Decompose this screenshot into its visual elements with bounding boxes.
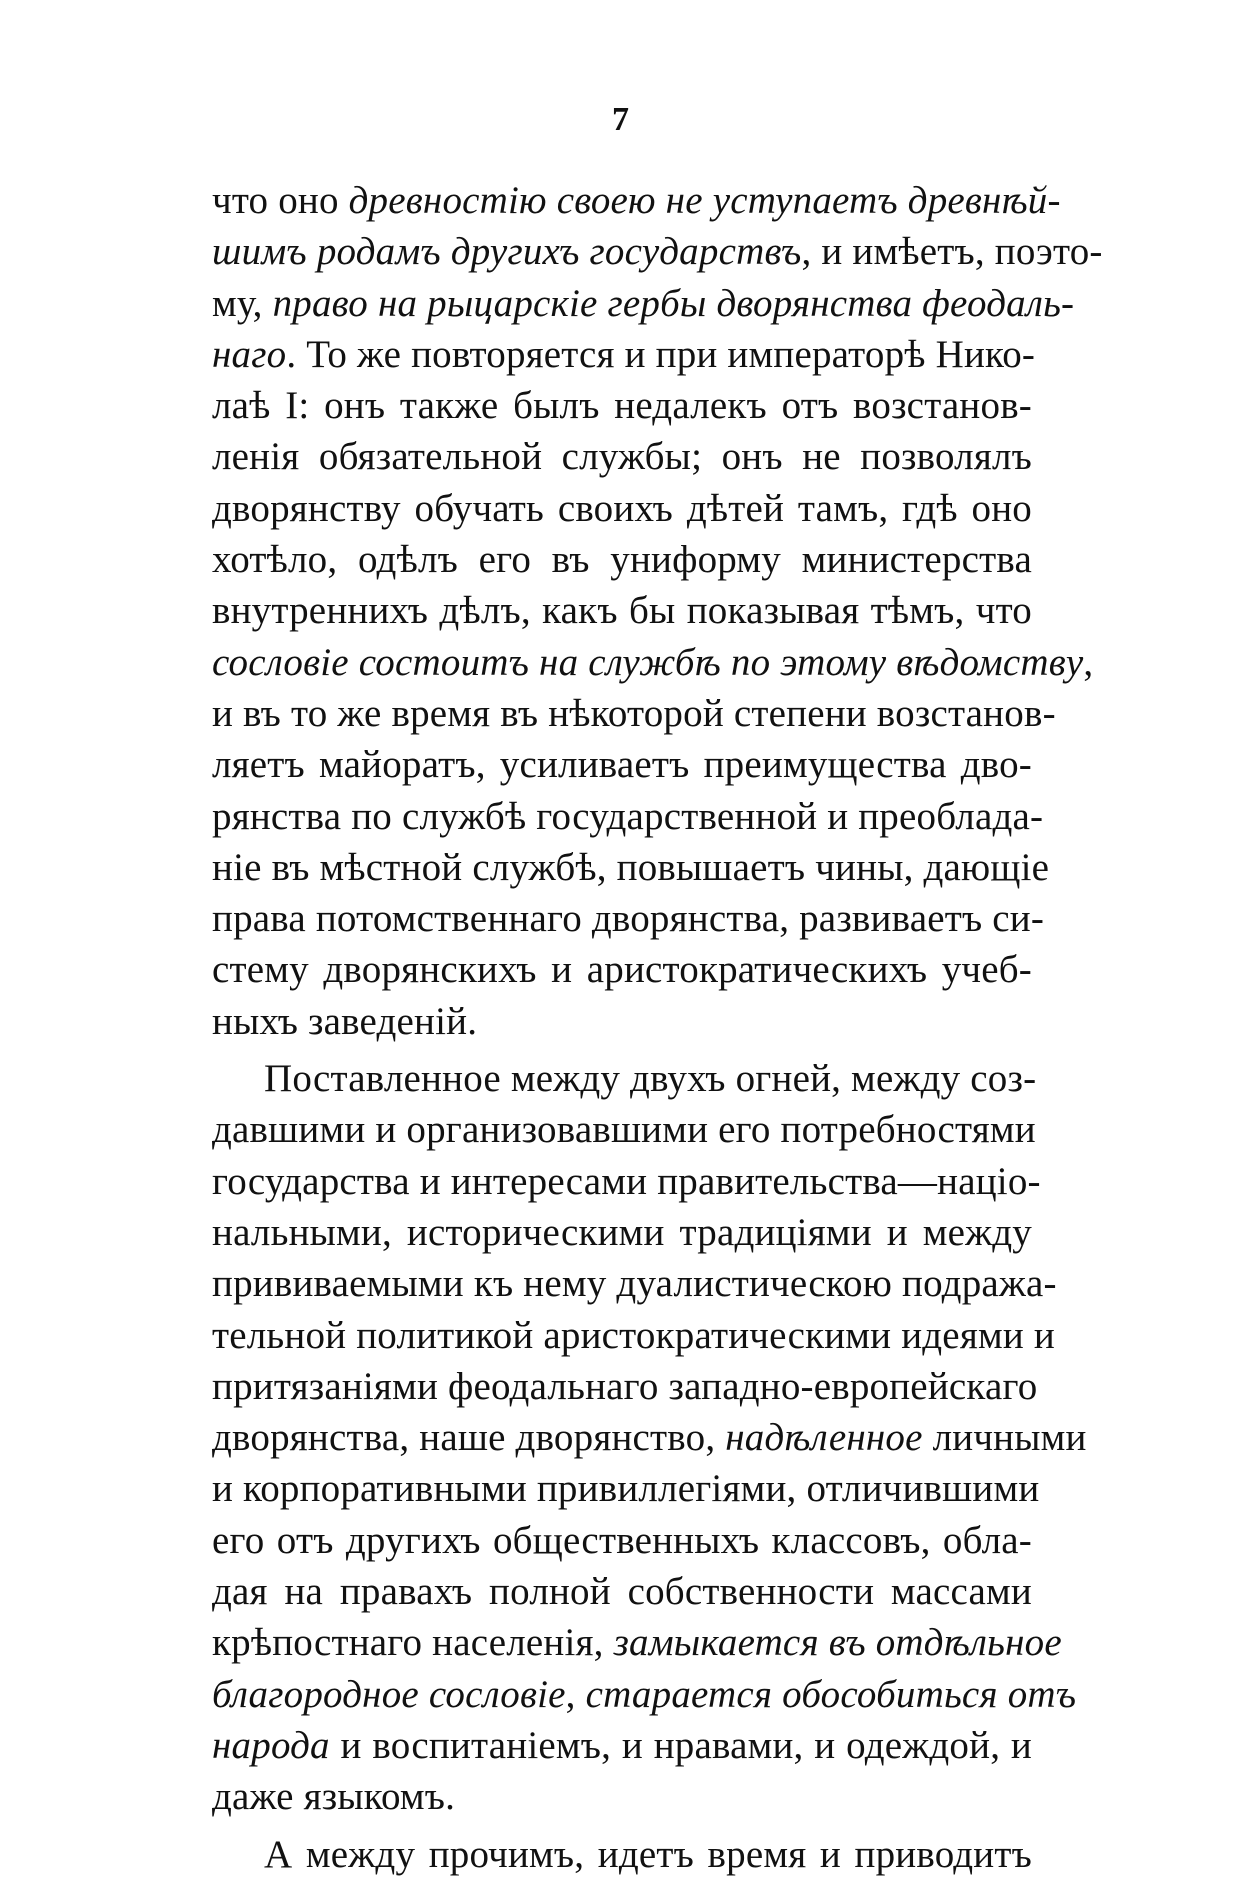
text-line (212, 1617, 1062, 1668)
text-segment: ляетъ майоратъ, усиливаетъ преимущества дво- (212, 743, 1032, 787)
text-line (212, 944, 1032, 995)
text-segment: Поставленное между двухъ огней, между соз- (264, 1057, 1037, 1101)
text-line (212, 175, 1061, 226)
text-segment: прививаемыми къ нему дуалистическою подража- (212, 1262, 1057, 1306)
text-line (212, 1258, 1057, 1309)
text-segment: хотѣло, одѣлъ его въ униформу министерства (212, 538, 1032, 582)
text-segment: что оно (212, 179, 349, 222)
text-line (212, 1566, 1032, 1617)
text-segment: права потомственнаго дворянства, развиваетъ си- (212, 897, 1045, 941)
text-segment: ныхъ заведеній. (212, 999, 478, 1043)
text-line (212, 534, 1032, 585)
text-segment: дая на правахъ полной собственности массами (212, 1570, 1032, 1614)
text-segment: дворянства, наше дворянство, (212, 1416, 726, 1460)
italic-segment: право на рыцарскіе гербы дворянства феодаль- (272, 281, 1075, 325)
text-segment: его отъ другихъ общественныхъ классовъ, обла- (212, 1518, 1032, 1562)
italic-segment: сословіе состоитъ на службѣ по этому вѣдомству (212, 640, 1084, 684)
italic-segment: надѣленное (725, 1416, 923, 1460)
text-segment: ніе въ мѣстной службѣ, повышаетъ чины, дающіе (212, 845, 1050, 889)
text-line (212, 1053, 1037, 1104)
text-segment: и воспитаніемъ, и нравами, и одеждой, и (329, 1723, 1032, 1767)
italic-segment: благородное сословіе (212, 1672, 566, 1716)
italic-segment: древностію своею не уступаетъ древнѣй- (348, 179, 1061, 222)
text-line (212, 1829, 1032, 1880)
text-segment: стему дворянскихъ и аристократическихъ учеб- (212, 948, 1032, 992)
text-segment: и корпоративными привиллегіями, отличившими (212, 1467, 1040, 1511)
text-segment: . То же повторяется и при императорѣ Нико- (286, 332, 1036, 376)
text-segment: рянства по службѣ государственной и преоблада- (212, 794, 1044, 838)
text-line (212, 1515, 1032, 1566)
text-line (212, 739, 1032, 790)
italic-segment: замыкается въ отдѣльное (613, 1621, 1062, 1665)
text-segment: притязаніями феодальнаго западно-европейскаго (212, 1364, 1038, 1408)
text-line (212, 637, 1094, 688)
page-number: 7 (612, 101, 629, 138)
text-line (212, 1412, 1087, 1463)
text-segment: лаѣ I: онъ также былъ недалекъ отъ возстанов- (212, 384, 1032, 428)
text-segment: государства и интересами правительства—націо- (212, 1159, 1041, 1203)
text-line (212, 893, 1045, 944)
text-segment: А между прочимъ, идетъ время и приводитъ (264, 1832, 1032, 1876)
text-line (212, 1463, 1040, 1514)
text-segment: му, (212, 281, 273, 325)
italic-segment: народа (212, 1723, 330, 1767)
text-line (212, 226, 1103, 277)
text-segment: внутреннихъ дѣлъ, какъ бы показывая тѣмъ, что (212, 589, 1032, 633)
text-line (212, 329, 1036, 380)
text-line (212, 483, 1032, 534)
text-line (212, 1207, 1032, 1258)
text-segment: личными (922, 1416, 1087, 1460)
text-line (212, 996, 1032, 1047)
text-segment: крѣпостнаго населенія, (212, 1621, 614, 1665)
body-text (212, 175, 1103, 1880)
text-line (212, 1720, 1032, 1771)
text-segment: ленія обязательной службы; онъ не позволялъ (212, 435, 1032, 479)
text-line (212, 380, 1032, 431)
italic-segment: наго (212, 332, 287, 376)
text-line (212, 1310, 1055, 1361)
text-line (212, 431, 1032, 482)
text-line (212, 1669, 1077, 1720)
text-line (212, 791, 1044, 842)
text-line (212, 1361, 1038, 1412)
text-line (212, 1771, 1032, 1822)
text-segment: давшими и организовавшими его потребностями (212, 1108, 1036, 1152)
text-segment: , (565, 1672, 586, 1716)
italic-segment: старается обособиться отъ (585, 1672, 1077, 1716)
text-segment: и въ то же время въ нѣкоторой степени возстанов- (212, 691, 1056, 735)
text-line (212, 1156, 1041, 1207)
text-segment: дворянству обучать своихъ дѣтей тамъ, гдѣ оно (212, 486, 1032, 530)
text-segment: даже языкомъ. (212, 1775, 456, 1819)
text-line (212, 585, 1032, 636)
text-segment: тельной политикой аристократическими идеями и (212, 1313, 1055, 1357)
text-segment: , (1083, 640, 1094, 684)
text-segment: , и имѣетъ, поэто- (801, 230, 1103, 274)
text-segment: нальными, историческими традиціями и между (212, 1210, 1032, 1254)
text-line (212, 278, 1075, 329)
italic-segment: шимъ родамъ другихъ государствъ (212, 230, 802, 274)
text-line (212, 1104, 1036, 1155)
text-line (212, 688, 1056, 739)
text-line (212, 842, 1050, 893)
